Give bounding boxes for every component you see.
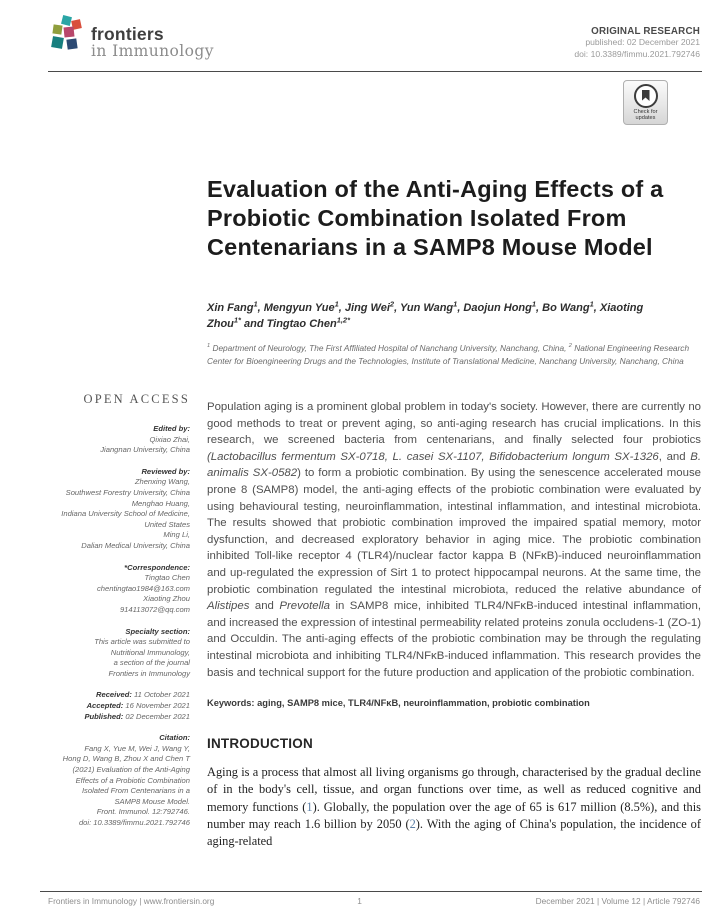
bookmark-icon xyxy=(642,90,650,101)
sidebar-date-line: Accepted: 16 November 2021 xyxy=(86,701,190,711)
sidebar-line: Dalian Medical University, China xyxy=(81,540,190,550)
introduction-text: Aging is a process that almost all living organisms go through, characterised by the gradual decline of in the body's cell, tissue, and organ functions over time, as well as reduced cognitive and memory functions (1). Globally, the population over the age of 65 is 617 million (8.5%), and this number may reach 1.6 billion by 2050 (2). With the aging of China's population, the incidence of aging-related xyxy=(207,765,701,848)
crossmark-icon xyxy=(634,84,658,108)
logo-cube xyxy=(51,36,64,49)
sidebar-line: Isolated From Centenarians in a xyxy=(81,786,190,796)
sidebar-line: Xiaoting Zhou xyxy=(143,594,190,604)
page-number: 1 xyxy=(357,896,362,906)
sidebar-line: doi: 10.3389/fimmu.2021.792746 xyxy=(78,818,190,827)
sidebar-block xyxy=(40,563,190,616)
article-type-label: ORIGINAL RESEARCH xyxy=(591,26,700,37)
sidebar-line: Zhenxing Wang, xyxy=(134,477,190,487)
sidebar-date-line: Received: 11 October 2021 xyxy=(95,690,190,700)
sidebar-block-label: Citation: xyxy=(159,733,190,743)
keywords-line: Keywords: aging, SAMP8 mice, TLR4/NFκB, neuroinflammation, probiotic combination xyxy=(207,698,590,709)
sidebar-block xyxy=(40,467,190,552)
sidebar-line: SAMP8 Mouse Model. xyxy=(114,796,190,806)
page-title: Evaluation of the Anti-Aging Effects of a Probiotic Combination Isolated From Centenarians in a SAMP8 Mouse Model xyxy=(207,176,664,260)
sidebar-email-link[interactable]: chentingtao1984@163.com xyxy=(97,583,190,593)
sidebar-line: United States xyxy=(144,519,190,529)
sidebar-line: a section of the journal xyxy=(113,658,190,668)
sidebar-block-label: Edited by: xyxy=(153,424,190,433)
footer-journal-link[interactable]: Frontiers in Immunology | www.frontiersin.org xyxy=(48,896,215,906)
sidebar-block xyxy=(40,424,190,456)
sidebar-line: Tingtao Chen xyxy=(144,573,190,583)
reference-link[interactable]: 2 xyxy=(409,816,416,831)
sidebar-line: Southwest Forestry University, China xyxy=(65,487,190,497)
sidebar-line: Hong D, Wang B, Zhou X and Chen T xyxy=(62,754,190,764)
open-access-label: OPEN ACCESS xyxy=(83,392,190,406)
logo-cube xyxy=(66,38,77,49)
footer-divider xyxy=(40,891,702,892)
header-divider xyxy=(48,71,702,72)
check-for-updates-button[interactable] xyxy=(623,80,668,125)
sidebar-block xyxy=(40,733,190,828)
sidebar-blocks xyxy=(40,424,190,829)
check-updates-label-1: Check for xyxy=(633,109,658,115)
sidebar-date-line: Published: 02 December 2021 xyxy=(84,711,190,721)
doi-link[interactable]: doi: 10.3389/fimmu.2021.792746 xyxy=(574,48,700,59)
footer-issue-info: December 2021 | Volume 12 | Article 792746 xyxy=(535,896,700,906)
sidebar-line: Indiana University School of Medicine, xyxy=(61,509,190,519)
frontiers-logo-icon xyxy=(52,16,88,58)
sidebar-line: Effects of a Probiotic Combination xyxy=(75,775,190,785)
reference-link[interactable]: 1 xyxy=(306,799,313,814)
journal-brand: frontiers xyxy=(91,24,164,44)
sidebar-block-label: Reviewed by: xyxy=(141,466,190,476)
sidebar-line: Frontiers in Immunology xyxy=(108,668,190,678)
sidebar-block xyxy=(40,690,190,722)
sidebar-line: Ming Li, xyxy=(163,530,190,540)
author-list: Xin Fang$^1$, Mengyun Yue$^1$, Jing Wei$^2$, Yun Wang$^1$, Daojun Hong$^1$, Bo Wang$^1$, Xiaoting Zhou$^{1*}$ and Tingtao Chen$^{1,2*}$ xyxy=(207,299,644,330)
sidebar-line: This article was submitted to xyxy=(94,637,190,647)
sidebar-block-label: *Correspondence: xyxy=(124,562,190,572)
journal-name: in Immunology xyxy=(91,42,214,60)
sidebar-line: (2021) Evaluation of the Anti-Aging xyxy=(72,765,190,775)
sidebar-line: Nutritional Immunology, xyxy=(110,647,190,657)
introduction-heading: INTRODUCTION xyxy=(207,736,313,752)
article-meta-sidebar xyxy=(40,392,190,840)
header-meta xyxy=(574,26,700,60)
sidebar-line: Jiangnan University, China xyxy=(100,445,190,455)
sidebar-block-label: Specialty section: xyxy=(125,626,190,636)
published-date: published: 02 December 2021 xyxy=(585,37,700,47)
logo-cube xyxy=(52,24,62,34)
sidebar-line: Front. Immunol. 12:792746. xyxy=(96,807,190,817)
sidebar-email-link[interactable]: 914113072@qq.com xyxy=(119,604,190,614)
check-updates-label-2: updates xyxy=(635,115,656,122)
logo-cube xyxy=(64,27,75,38)
affiliations: $^1$ Department of Neurology, The First Affiliated Hospital of Nanchang University, Nanchang, China, $^2$ National Engineering Research Center for Bioengineering Drugs and the Technologies, Institute of Translational Medicine, Nanchang University, Nanchang, China xyxy=(207,343,690,366)
main-column xyxy=(207,399,701,850)
sidebar-line: Qixiao Zhai, xyxy=(149,434,190,444)
sidebar-line: Fang X, Yue M, Wei J, Wang Y, xyxy=(84,743,190,753)
abstract-text: Population aging is a prominent global problem in today's society. However, there are currently no good methods to treat or prevent aging, so anti-aging research has crucial implications. In this research, we screened bacteria from centenarians, and finally selected four probiotics (Lactobacillus fermentum SX-0718, L. casei SX-1107, Bifidobacterium longum SX-1326, and B. animalis SX-0582) to form a probiotic combination. By using the senescence accelerated mouse prone 8 (SAMP8) model, the anti-aging effects of the probiotic combination were evaluated by using behavioural testing, neuroinflammation, intestinal inflammation, and intestinal microbiota. The results showed that probiotic combination improved the impaired spatial memory, motor dysfunction, and decreased exploratory behavior in aging mice. The probiotic combination inhibited Toll-like receptor 4 (TLR4)/nuclear factor kappa B (NFκB)-induced neuroinflammation and up-regulated the expression of Sirt 1 to protect hippocampal neurons. At the same time, the probiotic combination regulated the intestinal microbiota, reduced the relative abundance of Alistipes and Prevotella in SAMP8 mice, inhibited TLR4/NFκB-induced intestinal inflammation, and increased the expression of intestinal permeability related proteins zonula occludens-1 (ZO-1) and Occuldin. The anti-aging effects of the probiotic combination may be through the regulating intestinal microbiota and inhibiting TLR4/NFκB-induced inflammation. This research provides the basis and technical support for the future production and application of the probiotic combination. xyxy=(207,401,701,679)
sidebar-line: Menghao Huang, xyxy=(131,498,190,508)
sidebar-block xyxy=(40,627,190,680)
